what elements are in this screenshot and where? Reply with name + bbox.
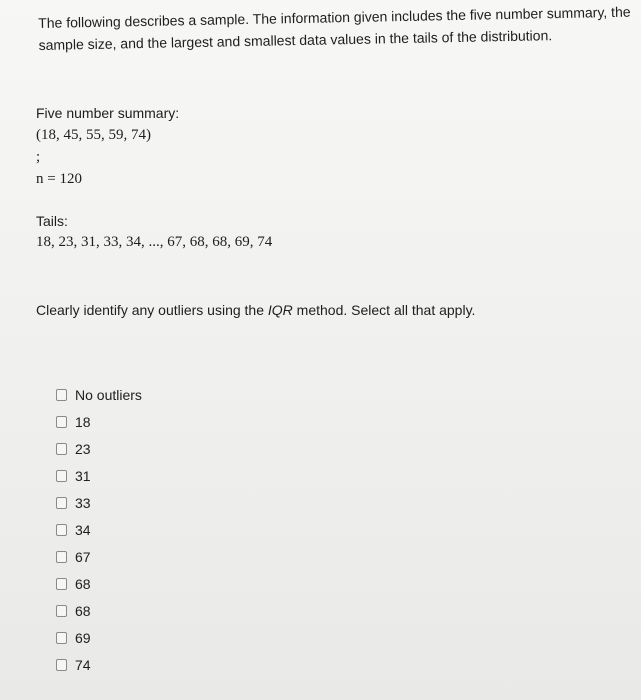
checkbox[interactable]	[56, 524, 67, 536]
checkbox[interactable]	[56, 416, 67, 428]
option-31[interactable]	[56, 466, 216, 486]
option-label: 69	[75, 630, 91, 646]
option-label: 67	[75, 549, 91, 565]
checkbox[interactable]	[56, 659, 67, 671]
option-label: 68	[75, 603, 91, 619]
option-label: 31	[75, 468, 91, 484]
checkbox[interactable]	[56, 443, 67, 455]
question-text-before: Clearly identify any outliers using the	[36, 302, 268, 318]
option-label: 23	[75, 441, 91, 457]
checkbox[interactable]	[56, 632, 67, 644]
sample-size: n = 120	[36, 171, 82, 187]
question-emphasis: IQR	[267, 302, 293, 318]
option-67[interactable]	[56, 547, 216, 567]
intro-text: The following describes a sample. The information given includes the five number summary, the sample size, and the largest and smallest data values in the tails of the distribution.	[38, 3, 631, 53]
option-label: 68	[75, 576, 91, 592]
tails-label: Tails:	[36, 213, 68, 229]
option-label: 34	[75, 522, 91, 538]
option-74[interactable]	[56, 655, 216, 675]
option-33[interactable]	[56, 493, 216, 513]
checkbox[interactable]	[56, 470, 67, 482]
option-34[interactable]	[56, 520, 216, 540]
option-label: 74	[75, 657, 91, 673]
tails-values: 18, 23, 31, 33, 34, ..., 67, 68, 68, 69, 74	[36, 234, 273, 250]
checkbox[interactable]	[56, 497, 67, 509]
separator: ;	[36, 149, 41, 165]
option-label: 33	[75, 495, 91, 511]
checkbox[interactable]	[56, 389, 67, 401]
option-18[interactable]	[56, 412, 216, 432]
option-69[interactable]	[56, 628, 216, 648]
option-label: No outliers	[75, 387, 142, 403]
option-no-outliers[interactable]	[56, 385, 216, 405]
checkbox[interactable]	[56, 551, 67, 563]
question-text-after: method. Select all that apply.	[292, 302, 476, 318]
option-label: 18	[75, 414, 91, 430]
option-23[interactable]	[56, 439, 216, 459]
checkbox[interactable]	[56, 578, 67, 590]
option-68-first[interactable]	[56, 574, 216, 594]
question-prompt	[36, 300, 475, 320]
five-number-summary-label: Five number summary:	[36, 105, 180, 121]
five-number-summary-values: (18, 45, 55, 59, 74)	[36, 127, 151, 143]
checkbox[interactable]	[56, 605, 67, 617]
option-68-second[interactable]	[56, 601, 216, 621]
